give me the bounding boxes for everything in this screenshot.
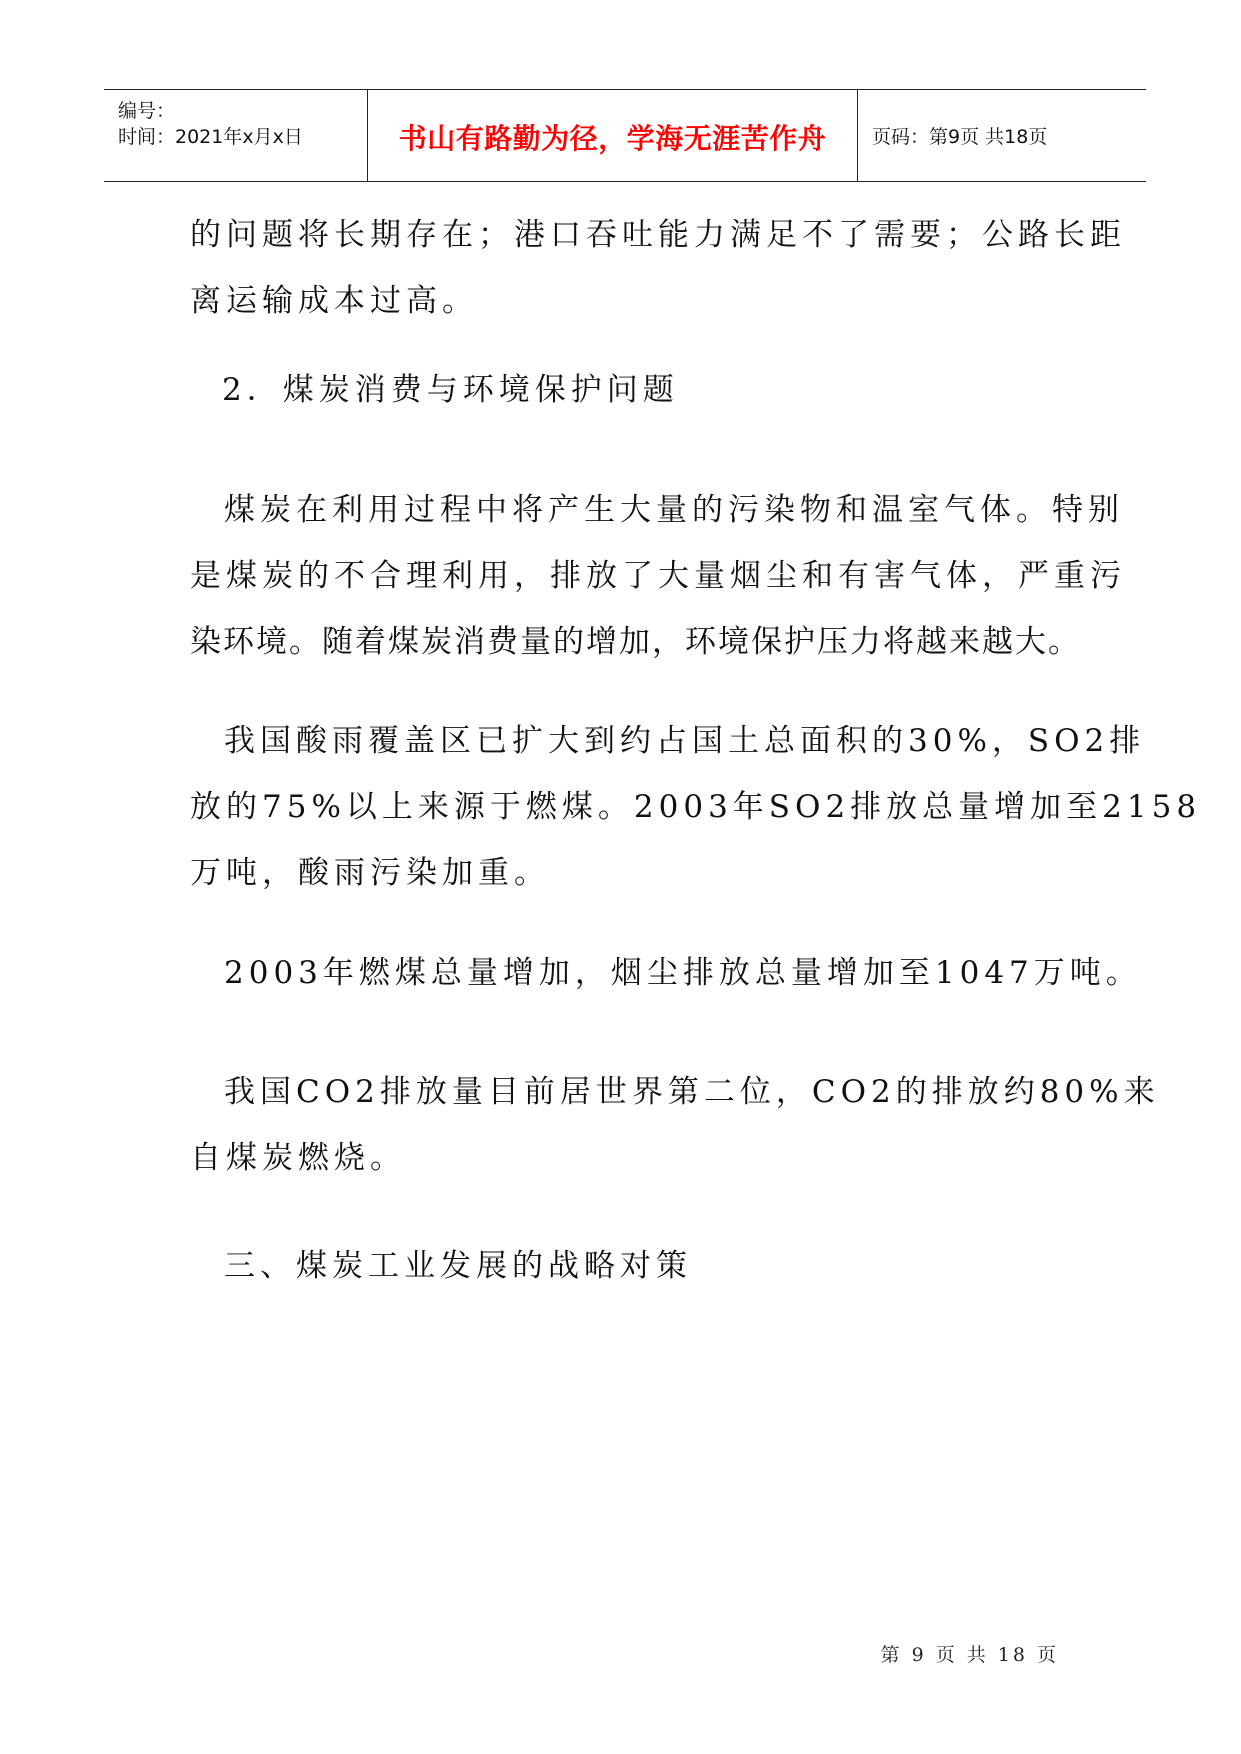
text-line: 是煤炭的不合理利用，排放了大量烟尘和有害气体，严重污 — [190, 558, 1126, 594]
text-line: 放的75%以上来源于燃煤。2003年SO2排放总量增加至2158 — [190, 789, 1202, 825]
text-line: 我国CO2排放量目前居世界第二位，CO2的排放约80%来 — [224, 1074, 1160, 1110]
text-line: 染环境。随着煤炭消费量的增加，环境保护压力将越来越大。 — [190, 624, 1081, 660]
document-number-label: 编号： — [118, 100, 176, 122]
text-line: 煤炭在利用过程中将产生大量的污染物和温室气体。特别 — [224, 492, 1124, 528]
text-line: 的问题将长期存在；港口吞吐能力满足不了需要；公路长距 — [190, 217, 1126, 253]
paragraph-1 — [190, 202, 1126, 334]
section-heading-3 — [190, 1233, 1060, 1299]
text-line: 2003年燃煤总量增加，烟尘排放总量增加至1047万吨。 — [224, 955, 1142, 991]
header-motto: 书山有路勤为径，学海无涯苦作舟 — [398, 121, 827, 155]
paragraph-4 — [190, 708, 1202, 906]
text-line: 离运输成本过高。 — [190, 283, 478, 319]
paragraph-6 — [190, 1059, 1160, 1191]
section-heading-2 — [222, 357, 1092, 423]
footer-page-number: 第 9 页 共 18 页 — [880, 1644, 1059, 1666]
header-meta-cell — [104, 90, 368, 181]
document-header — [104, 89, 1146, 182]
text-line: 我国酸雨覆盖区已扩大到约占国土总面积的30%，SO2排 — [224, 723, 1146, 759]
document-time-label: 时间：2021年x月x日 — [118, 126, 303, 148]
heading-text: 2．煤炭消费与环境保护问题 — [222, 372, 679, 408]
text-line: 万吨，酸雨污染加重。 — [190, 855, 550, 891]
paragraph-5 — [190, 940, 1142, 1006]
heading-text: 三、煤炭工业发展的战略对策 — [224, 1248, 692, 1284]
paragraph-3 — [190, 477, 1126, 675]
page-footer — [0, 1640, 1241, 1667]
header-page-cell — [858, 90, 1146, 181]
header-page-label: 页码：第9页 共18页 — [872, 126, 1048, 148]
text-line: 自煤炭燃烧。 — [190, 1140, 406, 1176]
header-motto-cell — [368, 90, 858, 181]
